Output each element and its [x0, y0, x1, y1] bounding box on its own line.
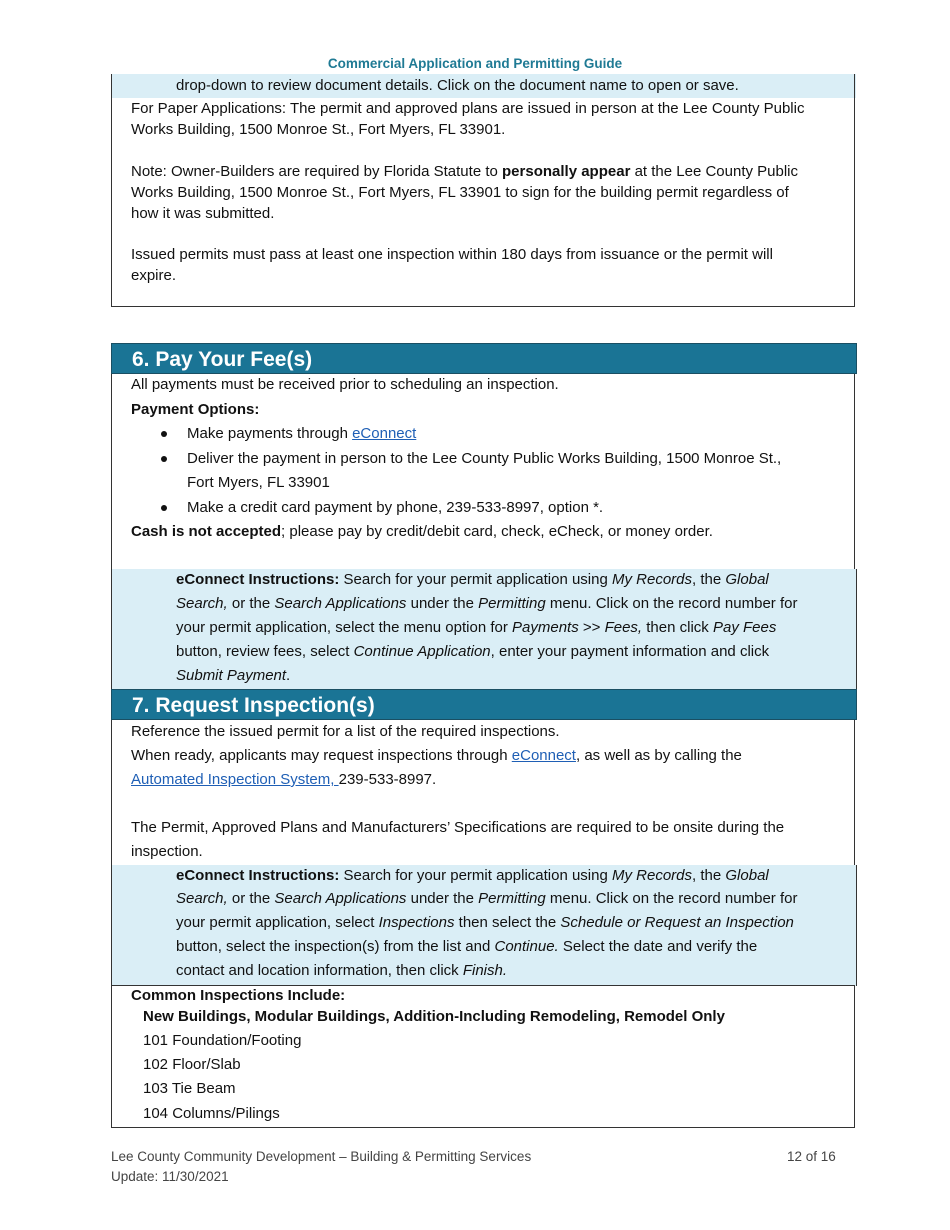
paper-applications-line-2: Works Building, 1500 Monroe St., Fort Myers, FL 33901.	[131, 121, 506, 138]
s7-instr-line-3: your permit application, select Inspections then select the Schedule or Request an Inspection	[176, 914, 794, 931]
s6-instr-line-2: Search, or the Search Applications under the Permitting menu. Click on the record number for	[176, 595, 798, 612]
onsite-docs-line-1: The Permit, Approved Plans and Manufacturers’ Specifications are required to be onsite during the	[131, 819, 785, 836]
section-7-heading: 7. Request Inspection(s)	[111, 689, 857, 720]
s7-instr-line-5: contact and location information, then click Finish.	[176, 962, 508, 979]
automated-inspection-system-link[interactable]: Automated Inspection System,	[131, 771, 339, 788]
inspection-reference: Reference the issued permit for a list of the required inspections.	[131, 723, 560, 740]
paper-applications-line-1: For Paper Applications: The permit and approved plans are issued in person at the Lee County Public	[131, 100, 805, 117]
s6-instr-line-3: your permit application, select the menu option for Payments >> Fees, then click Pay Fees	[176, 619, 777, 636]
inspection-item: 102 Floor/Slab	[143, 1056, 241, 1073]
payment-option-econnect: Make payments through eConnect	[187, 425, 417, 442]
bullet-icon	[161, 505, 167, 511]
inspection-item: 103 Tie Beam	[143, 1080, 236, 1097]
bullet-icon	[161, 456, 167, 462]
payment-intro: All payments must be received prior to scheduling an inspection.	[131, 376, 559, 393]
bullet-icon	[161, 431, 167, 437]
inspection-item: 101 Foundation/Footing	[143, 1032, 302, 1049]
payment-options-label: Payment Options:	[131, 401, 260, 418]
s7-instr-line-1: eConnect Instructions: Search for your permit application using My Records, the Global	[176, 867, 769, 884]
s6-instr-line-1: eConnect Instructions: Search for your permit application using My Records, the Global	[176, 571, 769, 588]
section-6-heading: 6. Pay Your Fee(s)	[111, 343, 857, 374]
footer-organization: Lee County Community Development – Building & Permitting Services	[111, 1149, 532, 1164]
payment-option-in-person-line-2: Fort Myers, FL 33901	[187, 474, 330, 491]
owner-builder-note-line-3: how it was submitted.	[131, 205, 275, 222]
document-header-title: Commercial Application and Permitting Guide	[327, 56, 623, 71]
econnect-link[interactable]: eConnect	[352, 425, 417, 442]
payment-option-in-person-line-1: Deliver the payment in person to the Lee County Public Works Building, 1500 Monroe St.,	[187, 450, 782, 467]
page-number: 12 of 16	[787, 1149, 836, 1164]
s7-instr-line-2: Search, or the Search Applications under the Permitting menu. Click on the record number for	[176, 890, 798, 907]
econnect-link[interactable]: eConnect	[511, 747, 576, 764]
payment-option-phone: Make a credit card payment by phone, 239-533-8997, option *.	[187, 499, 604, 516]
econnect-tail-text: drop-down to review document details. Click on the document name to open or save.	[176, 77, 739, 94]
inspection-category: New Buildings, Modular Buildings, Addition-Including Remodeling, Remodel Only	[143, 1008, 725, 1025]
s6-instr-line-4: button, review fees, select Continue Application, enter your payment information and click	[176, 643, 770, 660]
s7-instr-line-4: button, select the inspection(s) from the list and Continue. Select the date and verify the	[176, 938, 758, 955]
issued-permits-line-1: Issued permits must pass at least one inspection within 180 days from issuance or the permit will	[131, 246, 773, 263]
inspection-item: 104 Columns/Pilings	[143, 1105, 280, 1122]
owner-builder-note-line-2: Works Building, 1500 Monroe St., Fort Myers, FL 33901 to sign for the building permit regardless of	[131, 184, 789, 201]
automated-inspection-line: Automated Inspection System, 239-533-8997.	[131, 771, 437, 788]
onsite-docs-line-2: inspection.	[131, 843, 203, 860]
s6-instr-line-5: Submit Payment.	[176, 667, 291, 684]
cash-not-accepted: Cash is not accepted; please pay by credit/debit card, check, eCheck, or money order.	[131, 523, 713, 540]
footer-update-date: Update: 11/30/2021	[111, 1169, 229, 1184]
inspection-ready-line: When ready, applicants may request inspections through eConnect, as well as by calling the	[131, 747, 742, 764]
owner-builder-note-line-1: Note: Owner-Builders are required by Florida Statute to personally appear at the Lee County Public	[131, 163, 799, 180]
issued-permits-line-2: expire.	[131, 267, 177, 284]
common-inspections-label: Common Inspections Include:	[131, 987, 346, 1004]
